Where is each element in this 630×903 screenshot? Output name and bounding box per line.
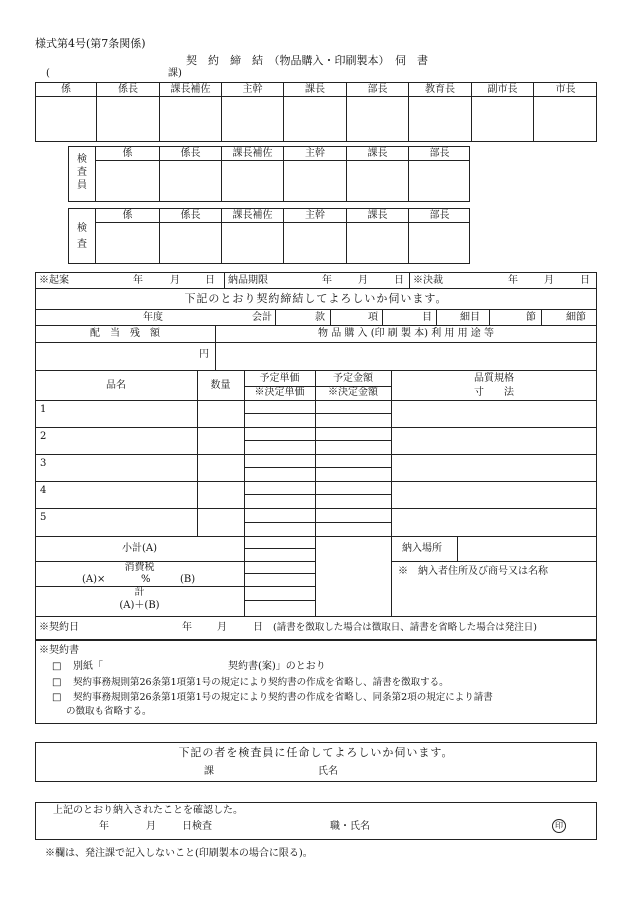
riyou-youto-label: 物 品 購 入 (印 刷 製 本) 利 用 用 途 等 (318, 328, 494, 339)
nendo-label: 年度 (143, 312, 163, 323)
delivery-year: 年 (99, 821, 109, 832)
col-hinshitsu-kikaku: 品質規格 (474, 373, 514, 384)
yen-unit: 円 (199, 349, 209, 360)
keiyakubi-note: (請書を徴取した場合は徴取日、請書を省略した場合は発注日) (273, 622, 537, 633)
form-title: 契 約 締 結 （物品購入・印刷製本） 伺 書 (186, 54, 428, 67)
kan-label: 款 (315, 312, 325, 323)
haitou-zangaku-label: 配 当 残 額 (90, 328, 160, 339)
option1-text-post: 契約書(案)」のとおり (228, 661, 326, 672)
inspection-label-bucho: 部長 (429, 210, 450, 221)
setsu-label: 節 (526, 312, 536, 323)
inspector-side-char-3: 員 (77, 180, 87, 191)
inspector-side-char-2: 査 (77, 167, 87, 178)
nounyuu-basho-label: 納入場所 (402, 543, 442, 554)
col-kettei-tanka: ※決定単価 (254, 387, 305, 398)
option3-text-line1: 契約事務規則第26条第1項第1号の規定により契約書の作成を省略し、同条第2項の規定により請書 (73, 692, 493, 703)
option1-checkbox[interactable]: □ (52, 661, 62, 672)
item-row-number-4: 4 (40, 485, 47, 496)
approval-label-kyoikucho: 教育長 (425, 84, 455, 95)
kian-year: 年 (133, 275, 143, 286)
inspector-label-kacho: 課長 (367, 148, 388, 159)
col-yotei-kingaku: 予定金額 (333, 373, 373, 384)
kou-label: 項 (368, 312, 378, 323)
delivery-confirm-line: 上記のとおり納入されたことを確認した。 (53, 805, 243, 816)
item-row-number-2: 2 (40, 431, 47, 442)
approval-label-kacho: 課長 (305, 84, 325, 95)
inspection-label-kachohosa: 課長補佐 (232, 210, 273, 221)
inspection-side-char-1: 検 (77, 223, 87, 234)
keiyakubi-day: 日 (253, 622, 263, 633)
inspector-label-bucho: 部長 (429, 148, 450, 159)
col-suuryou: 数量 (210, 380, 231, 391)
approval-label-shicho: 市長 (555, 84, 576, 95)
option3-checkbox[interactable]: □ (52, 692, 62, 703)
inspector-request-line: 下記の者を検査員に任命してよろしいか伺います。 (178, 746, 454, 759)
option2-checkbox[interactable]: □ (52, 677, 62, 688)
col-kettei-kingaku: ※決定金額 (328, 387, 378, 398)
form-number: 様式第4号(第7条関係) (35, 37, 146, 50)
approval-label-kakari: 係 (61, 84, 71, 95)
inspection-label-kakaricho: 係長 (180, 210, 201, 221)
approval-label-kachohosa: 課長補佐 (170, 84, 211, 95)
kei-label: 計 (134, 587, 145, 598)
approval-label-bucho: 部長 (367, 84, 388, 95)
inspector-label-kachohosa: 課長補佐 (232, 148, 273, 159)
keiyakubi-year: 年 (182, 622, 192, 633)
col-yotei-tanka: 予定単価 (259, 373, 300, 384)
kessai-label: ※決裁 (413, 275, 443, 286)
kei-formula: (A)＋(B) (119, 600, 160, 611)
option3-text-line2: の徴取も省略する。 (66, 706, 152, 717)
shouhizei-formula-b: (B) (180, 574, 196, 585)
nouhin-day: 日 (394, 275, 404, 286)
keiyakubi-label: ※契約日 (39, 622, 79, 633)
inspection-label-kakari: 係 (122, 210, 133, 221)
kessai-day: 日 (580, 275, 590, 286)
kian-month: 月 (170, 275, 180, 286)
delivery-month: 月 (146, 821, 156, 832)
item-row-number-1: 1 (40, 404, 47, 415)
shouhizei-formula-a: (A)× (82, 574, 106, 585)
col-sunpou: 寸 法 (474, 387, 514, 398)
contract-request-line: 下記のとおり契約締結してよろしいか伺います。 (184, 292, 448, 305)
shouhizei-label: 消費税 (124, 562, 155, 573)
inspection-label-kacho: 課長 (367, 210, 388, 221)
delivery-shoku-shimei: 職・氏名 (330, 821, 370, 832)
option2-text: 契約事務規則第26条第1項第1号の規定により契約書の作成を省略し、請書を徴取する。 (73, 677, 449, 688)
inspector-shimei-label: 氏名 (318, 766, 338, 777)
inspector-label-shukan: 主幹 (305, 148, 325, 159)
department-open: ( (46, 68, 50, 79)
inspection-side-char-2: 査 (77, 239, 87, 250)
approval-label-shukan: 主幹 (242, 84, 263, 95)
inspector-ka-label: 課 (204, 766, 214, 777)
option1-text-pre: 別紙「 (73, 661, 103, 672)
footnote: ※欄は、発注課で記入しないこと(印刷製本の場合に限る)。 (45, 848, 313, 859)
approval-label-kakaricho: 係長 (118, 84, 138, 95)
keiyakusho-label: ※契約書 (39, 645, 79, 656)
kessai-year: 年 (508, 275, 518, 286)
shouhizei-percent: % (141, 574, 151, 585)
saimoku-label: 細目 (460, 312, 480, 323)
saisetsu-label: 細節 (566, 312, 586, 323)
approval-label-fukushicho: 副市長 (487, 84, 518, 95)
inspector-label-kakaricho: 係長 (180, 148, 201, 159)
kian-label: ※起案 (39, 275, 69, 286)
nouhin-year: 年 (322, 275, 332, 286)
seal-mark: 印 (552, 819, 566, 833)
shoukei-label: 小計(A) (121, 543, 158, 554)
keiyakubi-month: 月 (217, 622, 227, 633)
kaikei-label: 会計 (252, 312, 272, 323)
delivery-day-kensa: 日検査 (182, 821, 212, 832)
item-row-number-3: 3 (40, 458, 47, 469)
kian-day: 日 (205, 275, 215, 286)
inspection-label-shukan: 主幹 (305, 210, 325, 221)
kessai-month: 月 (544, 275, 554, 286)
inspector-label-kakari: 係 (122, 148, 133, 159)
moku-label: 目 (422, 312, 432, 323)
item-row-number-5: 5 (40, 512, 47, 523)
col-hinmei: 品名 (106, 380, 126, 391)
nouhin-kigen-label: 納品期限 (228, 275, 268, 286)
department-close: 課) (168, 68, 182, 79)
inspector-side-char-1: 検 (77, 154, 87, 165)
nouhin-month: 月 (358, 275, 368, 286)
nounyuusha-note: ※ 納入者住所及び商号又は名称 (398, 566, 548, 577)
